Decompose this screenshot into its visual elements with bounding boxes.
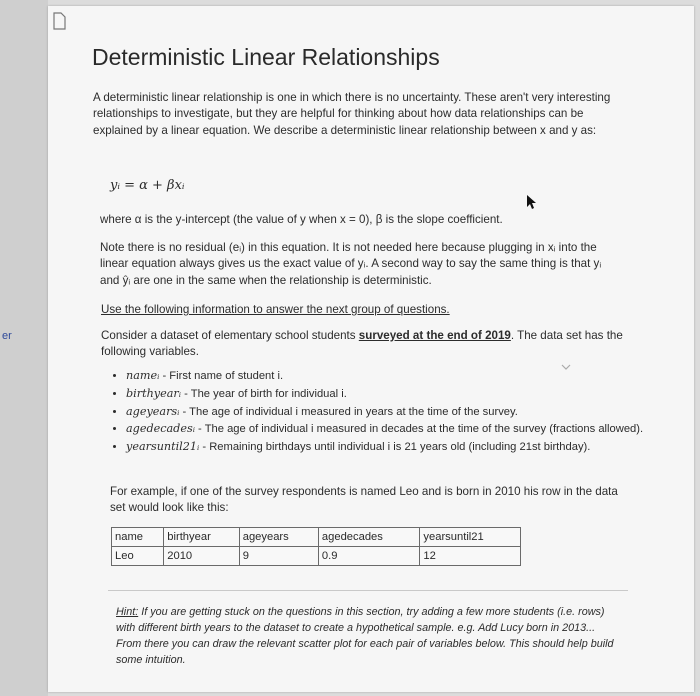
page-corner-icon <box>52 12 66 30</box>
consider-emphasis: surveyed at the end of 2019 <box>358 329 511 342</box>
page-title: Deterministic Linear Relationships <box>92 44 440 70</box>
variable-name: nameᵢ <box>126 369 160 382</box>
side-panel-label: er <box>2 330 12 342</box>
example-data-table <box>111 527 521 566</box>
linear-equation: yᵢ = α + βxᵢ <box>110 178 185 193</box>
variable-description: - The year of birth for individual i. <box>181 387 347 400</box>
table-header-cell: agedecades <box>318 528 420 547</box>
list-item <box>126 439 656 456</box>
variable-name: agedecadesᵢ <box>126 422 195 436</box>
variable-description: - Remaining birthdays until individual i is 21 years old (including 21st birthday). <box>199 441 591 454</box>
table-header-row <box>112 528 521 547</box>
left-side-panel <box>0 0 48 696</box>
mouse-cursor-icon <box>526 194 538 210</box>
table-cell: 0.9 <box>318 547 420 566</box>
list-item <box>126 386 656 403</box>
variable-name: yearsuntil21ᵢ <box>126 440 200 454</box>
instruction-text: Use the following information to answer the next group of questions. <box>101 303 450 316</box>
document-page <box>48 6 694 692</box>
table-cell: Leo <box>112 547 164 566</box>
table-header-cell: yearsuntil21 <box>420 528 521 547</box>
note-paragraph: Note there is no residual (eᵢ) in this equation. It is not needed here because plugging in xᵢ into the linear equation always gives us the exact value of yᵢ. A second way to say the same thing is that yᵢ and ŷᵢ are one in the same when the relationship is deterministic. <box>100 241 602 287</box>
list-item <box>126 404 656 421</box>
hint-paragraph <box>116 604 616 668</box>
list-item <box>126 368 656 385</box>
variable-description: - The age of individual i measured in decades at the time of the survey (fractions allowed). <box>194 423 644 436</box>
table-row <box>112 547 521 566</box>
table-header-cell: name <box>112 528 164 547</box>
list-item <box>126 421 656 438</box>
variable-name: ageyearsᵢ <box>126 404 180 418</box>
consider-text-end: . The data set has the following variables. <box>101 329 623 359</box>
table-cell: 12 <box>420 547 521 566</box>
table-header-cell: birthyear <box>164 528 239 547</box>
hint-text: If you are getting stuck on the questions in this section, try adding a few more students (i.e. rows) with different birth years to the dataset to create a hypothetical sample. e.g. Add Lucy born in 2013... From there you can draw the relevant scatter plot for each pair of variables below. This should help build some intuition. <box>116 606 614 666</box>
variable-description: - The age of individual i measured in years at the time of the survey. <box>179 405 518 418</box>
example-paragraph: For example, if one of the survey respondents is named Leo and is born in 2010 his row in the data set would look like this: <box>110 485 618 515</box>
where-paragraph: where α is the y-intercept (the value of y when x = 0), β is the slope coefficient. <box>100 213 503 226</box>
variable-description: - First name of student i. <box>159 370 284 382</box>
table-cell: 2010 <box>164 547 239 566</box>
consider-paragraph <box>101 328 631 361</box>
table-header-cell: ageyears <box>239 528 318 547</box>
table-cell: 9 <box>239 547 318 566</box>
hint-label: Hint: <box>116 606 139 618</box>
consider-text-start: Consider a dataset of elementary school students <box>101 329 359 342</box>
intro-paragraph: A deterministic linear relationship is one in which there is no uncertainty. These aren't very interesting relationships to investigate, but they are helpful for thinking about how data relationships can be explained by a linear equation. We describe a deterministic linear relationship between x and y as: <box>93 91 611 137</box>
variable-list <box>106 368 656 457</box>
variable-name: birthyearᵢ <box>126 386 181 400</box>
